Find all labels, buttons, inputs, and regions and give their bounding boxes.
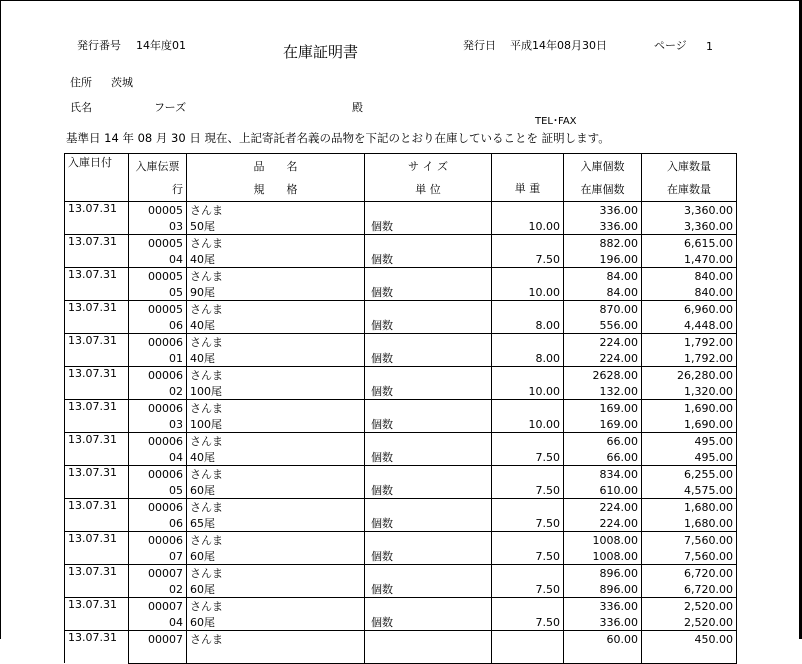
cell-date: 13.07.31 bbox=[65, 466, 129, 499]
col-header-stock-qty: 在庫個数 bbox=[564, 178, 642, 202]
cell-line: 05 bbox=[129, 482, 187, 499]
cell-item-name: さんま bbox=[187, 433, 365, 450]
cell-unit-weight bbox=[492, 235, 564, 252]
cell-item-name: さんま bbox=[187, 202, 365, 219]
cell-stock-amount bbox=[642, 647, 737, 663]
cell-unit: 個数 bbox=[365, 251, 492, 268]
cell-size bbox=[365, 499, 492, 516]
cell-item-name: さんま bbox=[187, 400, 365, 417]
issue-number-label: 発行番号 bbox=[77, 39, 121, 52]
name-value: フーズ bbox=[154, 101, 187, 114]
cell-item-name: さんま bbox=[187, 565, 365, 582]
cell-spec: 60尾 bbox=[187, 482, 365, 499]
cell-unit-weight bbox=[492, 301, 564, 318]
cell-slip: 00005 bbox=[129, 235, 187, 252]
cell-unit-weight: 7.50 bbox=[492, 614, 564, 631]
cell-unit: 個数 bbox=[365, 614, 492, 631]
cell-in-amount: 1,792.00 bbox=[642, 334, 737, 351]
cell-line bbox=[129, 647, 187, 663]
cell-line: 02 bbox=[129, 383, 187, 400]
cell-spec: 60尾 bbox=[187, 548, 365, 565]
cell-stock-amount: 1,470.00 bbox=[642, 251, 737, 268]
cell-unit-weight: 7.50 bbox=[492, 548, 564, 565]
cell-unit: 個数 bbox=[365, 482, 492, 499]
table-row bbox=[65, 433, 737, 450]
cell-size bbox=[365, 334, 492, 351]
inventory-table bbox=[64, 153, 737, 664]
cell-in-qty: 336.00 bbox=[564, 202, 642, 219]
col-header-item: 品 名 bbox=[187, 154, 365, 178]
cell-item-name: さんま bbox=[187, 631, 365, 648]
cell-stock-qty: 132.00 bbox=[564, 383, 642, 400]
cell-spec: 100尾 bbox=[187, 383, 365, 400]
table-row-sub bbox=[65, 581, 737, 598]
cell-item-name: さんま bbox=[187, 367, 365, 384]
table-row bbox=[65, 499, 737, 516]
cell-size bbox=[365, 235, 492, 252]
cell-item-name: さんま bbox=[187, 532, 365, 549]
cell-stock-qty: 610.00 bbox=[564, 482, 642, 499]
cell-size bbox=[365, 466, 492, 483]
table-row-sub bbox=[65, 515, 737, 532]
cell-slip: 00007 bbox=[129, 598, 187, 615]
table-row bbox=[65, 466, 737, 483]
cell-date: 13.07.31 bbox=[65, 433, 129, 466]
table-row-sub bbox=[65, 416, 737, 433]
col-header-spec: 規 格 bbox=[187, 178, 365, 202]
cell-item-name: さんま bbox=[187, 334, 365, 351]
issue-number-value: 14年度01 bbox=[136, 39, 186, 52]
cell-spec: 40尾 bbox=[187, 449, 365, 466]
cell-in-amount: 1,690.00 bbox=[642, 400, 737, 417]
cell-slip: 00006 bbox=[129, 334, 187, 351]
table-row bbox=[65, 532, 737, 549]
cell-spec: 50尾 bbox=[187, 218, 365, 235]
col-header-in-amount: 入庫数量 bbox=[642, 154, 737, 178]
cell-unit-weight bbox=[492, 598, 564, 615]
cell-date: 13.07.31 bbox=[65, 631, 129, 664]
table-row-sub bbox=[65, 218, 737, 235]
cell-in-qty: 224.00 bbox=[564, 499, 642, 516]
cell-unit: 個数 bbox=[365, 218, 492, 235]
cell-in-amount: 450.00 bbox=[642, 631, 737, 648]
cell-date: 13.07.31 bbox=[65, 565, 129, 598]
cell-unit-weight bbox=[492, 532, 564, 549]
cell-in-qty: 882.00 bbox=[564, 235, 642, 252]
table-row-sub bbox=[65, 449, 737, 466]
cell-unit-weight bbox=[492, 268, 564, 285]
cell-spec: 100尾 bbox=[187, 416, 365, 433]
col-header-unit: 単 位 bbox=[365, 178, 492, 202]
cell-date: 13.07.31 bbox=[65, 268, 129, 301]
cell-stock-amount: 840.00 bbox=[642, 284, 737, 301]
table-row bbox=[65, 268, 737, 285]
address-label: 住所 bbox=[70, 76, 92, 89]
cell-date: 13.07.31 bbox=[65, 598, 129, 631]
cell-stock-amount: 3,360.00 bbox=[642, 218, 737, 235]
table-row-sub bbox=[65, 614, 737, 631]
cell-unit: 個数 bbox=[365, 548, 492, 565]
cell-stock-amount: 1,690.00 bbox=[642, 416, 737, 433]
cell-unit-weight: 7.50 bbox=[492, 515, 564, 532]
cell-size bbox=[365, 433, 492, 450]
cell-in-amount: 6,615.00 bbox=[642, 235, 737, 252]
cell-size bbox=[365, 202, 492, 219]
cell-slip: 00006 bbox=[129, 367, 187, 384]
cell-unit: 個数 bbox=[365, 416, 492, 433]
cell-stock-qty: 169.00 bbox=[564, 416, 642, 433]
issue-date-value: 平成14年08月30日 bbox=[510, 39, 607, 52]
cell-unit-weight bbox=[492, 202, 564, 219]
cell-stock-qty: 66.00 bbox=[564, 449, 642, 466]
cell-stock-qty: 336.00 bbox=[564, 218, 642, 235]
cell-date: 13.07.31 bbox=[65, 400, 129, 433]
cell-in-amount: 6,960.00 bbox=[642, 301, 737, 318]
cell-stock-qty bbox=[564, 647, 642, 663]
cell-unit-weight bbox=[492, 565, 564, 582]
col-header-slip: 入庫伝票 bbox=[129, 154, 187, 178]
cell-unit-weight: 8.00 bbox=[492, 350, 564, 367]
cell-unit-weight bbox=[492, 400, 564, 417]
cell-stock-qty: 1008.00 bbox=[564, 548, 642, 565]
cell-line: 06 bbox=[129, 515, 187, 532]
cell-stock-amount: 1,792.00 bbox=[642, 350, 737, 367]
cell-unit: 個数 bbox=[365, 317, 492, 334]
page-number: 1 bbox=[706, 40, 713, 53]
cell-in-qty: 60.00 bbox=[564, 631, 642, 648]
cell-spec: 65尾 bbox=[187, 515, 365, 532]
cell-size bbox=[365, 367, 492, 384]
cell-spec: 40尾 bbox=[187, 251, 365, 268]
table-row bbox=[65, 367, 737, 384]
cell-unit-weight: 8.00 bbox=[492, 317, 564, 334]
cell-spec: 60尾 bbox=[187, 581, 365, 598]
cell-in-qty: 870.00 bbox=[564, 301, 642, 318]
cell-slip: 00007 bbox=[129, 565, 187, 582]
cell-slip: 00005 bbox=[129, 301, 187, 318]
cell-slip: 00005 bbox=[129, 202, 187, 219]
cell-unit-weight: 10.00 bbox=[492, 416, 564, 433]
cell-in-amount: 26,280.00 bbox=[642, 367, 737, 384]
table-row bbox=[65, 202, 737, 219]
cell-stock-qty: 336.00 bbox=[564, 614, 642, 631]
cell-unit bbox=[365, 647, 492, 663]
cell-unit: 個数 bbox=[365, 383, 492, 400]
certification-statement: 基準日 14 年 08 月 30 日 現在、上記寄託者名義の品物を下記のとおり在庫していることを 証明します。 bbox=[66, 131, 610, 145]
cell-in-qty: 66.00 bbox=[564, 433, 642, 450]
cell-stock-amount: 7,560.00 bbox=[642, 548, 737, 565]
cell-line: 03 bbox=[129, 416, 187, 433]
cell-item-name: さんま bbox=[187, 268, 365, 285]
cell-stock-qty: 84.00 bbox=[564, 284, 642, 301]
cell-line: 06 bbox=[129, 317, 187, 334]
cell-date: 13.07.31 bbox=[65, 202, 129, 235]
table-row-sub bbox=[65, 482, 737, 499]
cell-unit: 個数 bbox=[365, 350, 492, 367]
cell-unit-weight: 7.50 bbox=[492, 482, 564, 499]
cell-spec: 90尾 bbox=[187, 284, 365, 301]
cell-item-name: さんま bbox=[187, 598, 365, 615]
cell-stock-qty: 196.00 bbox=[564, 251, 642, 268]
cell-date: 13.07.31 bbox=[65, 334, 129, 367]
cell-slip: 00006 bbox=[129, 532, 187, 549]
cell-date: 13.07.31 bbox=[65, 367, 129, 400]
cell-stock-amount: 1,680.00 bbox=[642, 515, 737, 532]
table-row bbox=[65, 235, 737, 252]
cell-line: 02 bbox=[129, 581, 187, 598]
col-header-stock-amount: 在庫数量 bbox=[642, 178, 737, 202]
cell-line: 04 bbox=[129, 614, 187, 631]
cell-line: 04 bbox=[129, 251, 187, 268]
cell-stock-amount: 2,520.00 bbox=[642, 614, 737, 631]
page-left-border bbox=[0, 0, 1, 639]
cell-in-amount: 495.00 bbox=[642, 433, 737, 450]
inventory-rows bbox=[65, 202, 737, 664]
cell-unit-weight: 7.50 bbox=[492, 581, 564, 598]
cell-in-qty: 2628.00 bbox=[564, 367, 642, 384]
table-row-sub bbox=[65, 647, 737, 663]
col-header-date: 入庫日付 bbox=[65, 154, 129, 202]
cell-unit-weight: 10.00 bbox=[492, 284, 564, 301]
cell-unit-weight bbox=[492, 499, 564, 516]
cell-item-name: さんま bbox=[187, 466, 365, 483]
cell-in-qty: 224.00 bbox=[564, 334, 642, 351]
document-title: 在庫証明書 bbox=[283, 43, 359, 61]
issue-date-label: 発行日 bbox=[463, 39, 496, 52]
cell-unit-weight bbox=[492, 334, 564, 351]
cell-line: 05 bbox=[129, 284, 187, 301]
cell-unit-weight bbox=[492, 647, 564, 663]
cell-line: 04 bbox=[129, 449, 187, 466]
table-row bbox=[65, 598, 737, 615]
cell-in-qty: 896.00 bbox=[564, 565, 642, 582]
cell-line: 07 bbox=[129, 548, 187, 565]
table-row-sub bbox=[65, 251, 737, 268]
cell-slip: 00006 bbox=[129, 499, 187, 516]
cell-in-amount: 2,520.00 bbox=[642, 598, 737, 615]
cell-unit-weight: 7.50 bbox=[492, 449, 564, 466]
cell-in-qty: 84.00 bbox=[564, 268, 642, 285]
cell-stock-amount: 6,720.00 bbox=[642, 581, 737, 598]
cell-unit-weight: 7.50 bbox=[492, 251, 564, 268]
cell-date: 13.07.31 bbox=[65, 301, 129, 334]
cell-stock-amount: 4,448.00 bbox=[642, 317, 737, 334]
table-row-sub bbox=[65, 317, 737, 334]
cell-size bbox=[365, 400, 492, 417]
cell-stock-amount: 4,575.00 bbox=[642, 482, 737, 499]
cell-in-amount: 6,255.00 bbox=[642, 466, 737, 483]
cell-in-qty: 336.00 bbox=[564, 598, 642, 615]
table-row bbox=[65, 565, 737, 582]
cell-in-amount: 3,360.00 bbox=[642, 202, 737, 219]
cell-item-name: さんま bbox=[187, 499, 365, 516]
cell-date: 13.07.31 bbox=[65, 499, 129, 532]
cell-stock-qty: 224.00 bbox=[564, 515, 642, 532]
cell-in-qty: 169.00 bbox=[564, 400, 642, 417]
table-row-sub bbox=[65, 383, 737, 400]
page-label: ページ bbox=[654, 39, 687, 52]
col-header-unit-weight: 単 重 bbox=[492, 154, 564, 202]
cell-slip: 00006 bbox=[129, 400, 187, 417]
cell-stock-amount: 495.00 bbox=[642, 449, 737, 466]
table-row bbox=[65, 400, 737, 417]
cell-stock-amount: 1,320.00 bbox=[642, 383, 737, 400]
cell-size bbox=[365, 268, 492, 285]
cell-line: 03 bbox=[129, 218, 187, 235]
cell-slip: 00007 bbox=[129, 631, 187, 648]
cell-unit: 個数 bbox=[365, 515, 492, 532]
cell-item-name: さんま bbox=[187, 235, 365, 252]
table-row-sub bbox=[65, 350, 737, 367]
col-header-line: 行 bbox=[129, 178, 187, 202]
cell-unit: 個数 bbox=[365, 449, 492, 466]
cell-unit-weight: 10.00 bbox=[492, 383, 564, 400]
table-row bbox=[65, 334, 737, 351]
cell-item-name: さんま bbox=[187, 301, 365, 318]
cell-unit: 個数 bbox=[365, 284, 492, 301]
cell-unit: 個数 bbox=[365, 581, 492, 598]
cell-slip: 00006 bbox=[129, 433, 187, 450]
cell-unit-weight bbox=[492, 433, 564, 450]
cell-in-qty: 834.00 bbox=[564, 466, 642, 483]
tel-fax-label: TEL･FAX bbox=[535, 116, 577, 127]
cell-stock-qty: 224.00 bbox=[564, 350, 642, 367]
cell-in-amount: 1,680.00 bbox=[642, 499, 737, 516]
cell-stock-qty: 896.00 bbox=[564, 581, 642, 598]
table-row bbox=[65, 301, 737, 318]
page-top-border bbox=[0, 0, 802, 1]
cell-spec: 40尾 bbox=[187, 317, 365, 334]
cell-spec: 40尾 bbox=[187, 350, 365, 367]
cell-size bbox=[365, 301, 492, 318]
cell-size bbox=[365, 565, 492, 582]
col-header-in-qty: 入庫個数 bbox=[564, 154, 642, 178]
cell-size bbox=[365, 598, 492, 615]
col-header-size: サ イ ズ bbox=[365, 154, 492, 178]
cell-slip: 00006 bbox=[129, 466, 187, 483]
cell-spec bbox=[187, 647, 365, 663]
cell-in-amount: 6,720.00 bbox=[642, 565, 737, 582]
name-label: 氏名 bbox=[70, 101, 92, 114]
cell-slip: 00005 bbox=[129, 268, 187, 285]
cell-stock-qty: 556.00 bbox=[564, 317, 642, 334]
cell-in-amount: 840.00 bbox=[642, 268, 737, 285]
table-row-sub bbox=[65, 284, 737, 301]
cell-date: 13.07.31 bbox=[65, 235, 129, 268]
cell-date: 13.07.31 bbox=[65, 532, 129, 565]
honorific: 殿 bbox=[352, 101, 363, 114]
cell-spec: 60尾 bbox=[187, 614, 365, 631]
cell-unit-weight bbox=[492, 367, 564, 384]
table-row-sub bbox=[65, 548, 737, 565]
cell-line: 01 bbox=[129, 350, 187, 367]
cell-in-qty: 1008.00 bbox=[564, 532, 642, 549]
cell-unit-weight: 10.00 bbox=[492, 218, 564, 235]
cell-size bbox=[365, 532, 492, 549]
cell-unit-weight bbox=[492, 466, 564, 483]
address-value: 茨城 bbox=[111, 76, 133, 89]
cell-in-amount: 7,560.00 bbox=[642, 532, 737, 549]
